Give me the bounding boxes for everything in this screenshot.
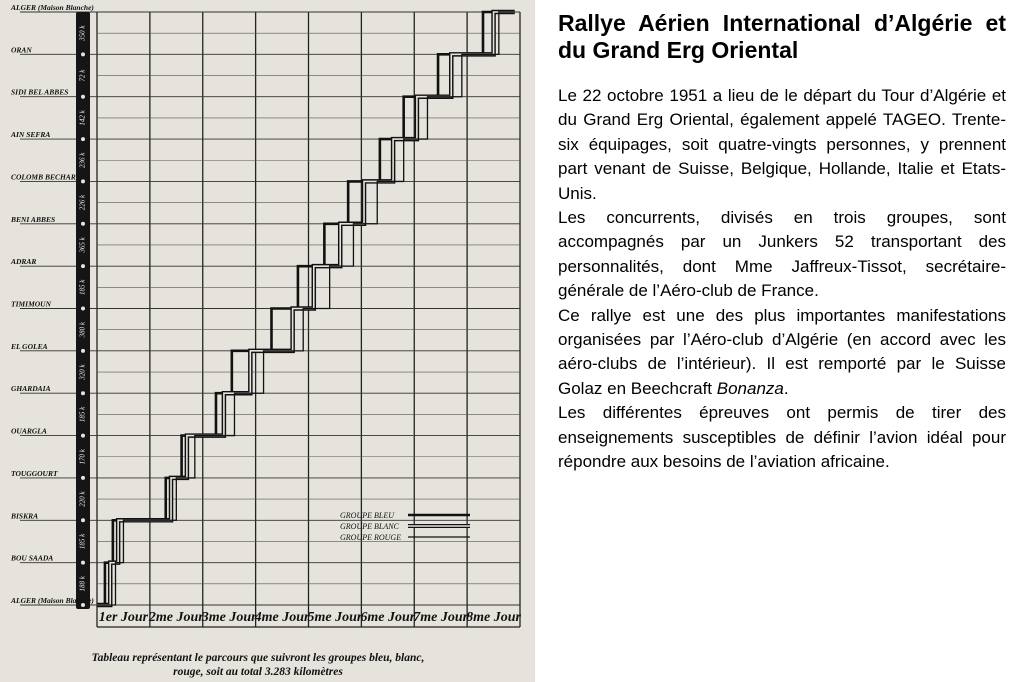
stop-marker <box>81 518 85 522</box>
stop-marker <box>81 95 85 99</box>
article-paragraph-3-text: Ce rallye est une des plus importantes manifestations organisées par l’Aéro-club d’Algérie (en accord avec les aéro-clubs de l’intérieur). Il est remporté par le Suisse Golaz en Beechcraft <box>558 305 1006 398</box>
segment-km-label: 185 k <box>78 533 87 550</box>
stop-label: ORAN <box>11 45 32 55</box>
article-title: Rallye Aérien International d’Algérie et du Grand Erg Oriental <box>558 10 1006 63</box>
segment-km-label: 72 k <box>78 69 87 82</box>
segment-km-label: 185 k <box>78 406 87 423</box>
stop-marker <box>81 52 85 56</box>
stop-label: BISKRA <box>11 511 39 521</box>
stop-marker <box>81 307 85 311</box>
segment-km-label: 236 k <box>78 152 87 168</box>
stop-marker <box>81 222 85 226</box>
segment-km-label: 188 k <box>78 576 87 592</box>
stop-marker <box>81 179 85 183</box>
aircraft-name: Bonanza <box>716 378 784 398</box>
article-paragraph-3-end: . <box>783 378 789 398</box>
article-paragraph-4: Les différentes épreuves ont permis de tirer des enseignements susceptibles de définir l’avion idéal pour répondre aux besoins de l’aviation africaine. <box>558 403 1006 472</box>
stop-marker <box>81 264 85 268</box>
x-tick-label: 2me Jour <box>148 610 204 625</box>
x-tick-label: 5me Jour <box>307 610 363 625</box>
stop-label: BENI ABBES <box>11 214 56 224</box>
stop-label: ADRAR <box>11 257 37 267</box>
x-tick-label: 1er Jour <box>98 610 149 625</box>
chart-caption-line-1: Tableau représentant le parcours que suivront les groupes bleu, blanc, <box>91 652 425 664</box>
stop-label: AIN SEFRA <box>11 130 51 140</box>
stop-label: BOU SAADA <box>11 553 54 563</box>
stop-marker <box>81 349 85 353</box>
x-tick-label: 6me Jour <box>360 610 416 625</box>
segment-km-label: 226 k <box>78 194 87 211</box>
stop-label: TIMIMOUN <box>11 299 52 309</box>
stop-marker <box>81 561 85 565</box>
segment-km-label: 170 k <box>78 449 87 465</box>
stop-label: GHARDAIA <box>11 384 51 394</box>
stop-label: ALGER (Maison Blanche) <box>11 3 94 12</box>
article-paragraph-3 <box>558 304 1006 402</box>
x-tick-label: 3me Jour <box>201 610 257 625</box>
legend-label: GROUPE BLEU <box>340 511 394 520</box>
stop-marker <box>81 137 85 141</box>
chart-caption-line-2: rouge, soit au total 3.283 kilomètres <box>173 666 343 678</box>
stop-marker <box>81 434 85 438</box>
article-paragraph-2: Les concurrents, divisés en trois groupes, sont accompagnés par un Junkers 52 transportant des personnalités, dont Mme Jaffreux-Tissot, secrétaire-générale de l’Aéro-club de France. <box>558 208 1006 301</box>
stop-label: OUARGLA <box>11 426 47 436</box>
segment-km-label: 320 k <box>78 364 87 380</box>
legend-label: GROUPE ROUGE <box>340 533 402 542</box>
stop-marker <box>81 476 85 480</box>
stop-label: EL GOLEA <box>11 341 48 351</box>
stop-label: ALGER (Maison Blanche) <box>11 596 94 605</box>
segment-km-label: 380 k <box>78 321 87 338</box>
article <box>558 10 1006 475</box>
stop-label: TOUGGOURT <box>11 468 58 478</box>
segment-km-label: 350 k <box>78 25 87 41</box>
segment-km-label: 365 k <box>78 237 87 253</box>
x-tick-label: 7me Jour <box>413 610 469 625</box>
stop-marker <box>81 391 85 395</box>
x-tick-label: 8me Jour <box>466 610 521 625</box>
x-tick-label: 4me Jour <box>254 610 310 625</box>
legend-label: GROUPE BLANC <box>340 522 399 531</box>
segment-km-label: 142 k <box>78 110 87 126</box>
stop-label: COLOMB BECHAR <box>11 172 76 182</box>
stop-label: SIDI BEL ABBES <box>11 87 69 97</box>
segment-km-label: 185 k <box>78 279 87 296</box>
article-paragraph-1: Le 22 octobre 1951 a lieu de le départ du Tour d’Algérie et du Grand Erg Oriental, également appelé TAGEO. Trente-six équipages, soit quatre-vingts personnes, y prennent part venant de Suisse, Belgique, Hollande, Italie et Etats-Unis. <box>558 86 1006 203</box>
segment-km-label: 220 k <box>78 491 87 507</box>
